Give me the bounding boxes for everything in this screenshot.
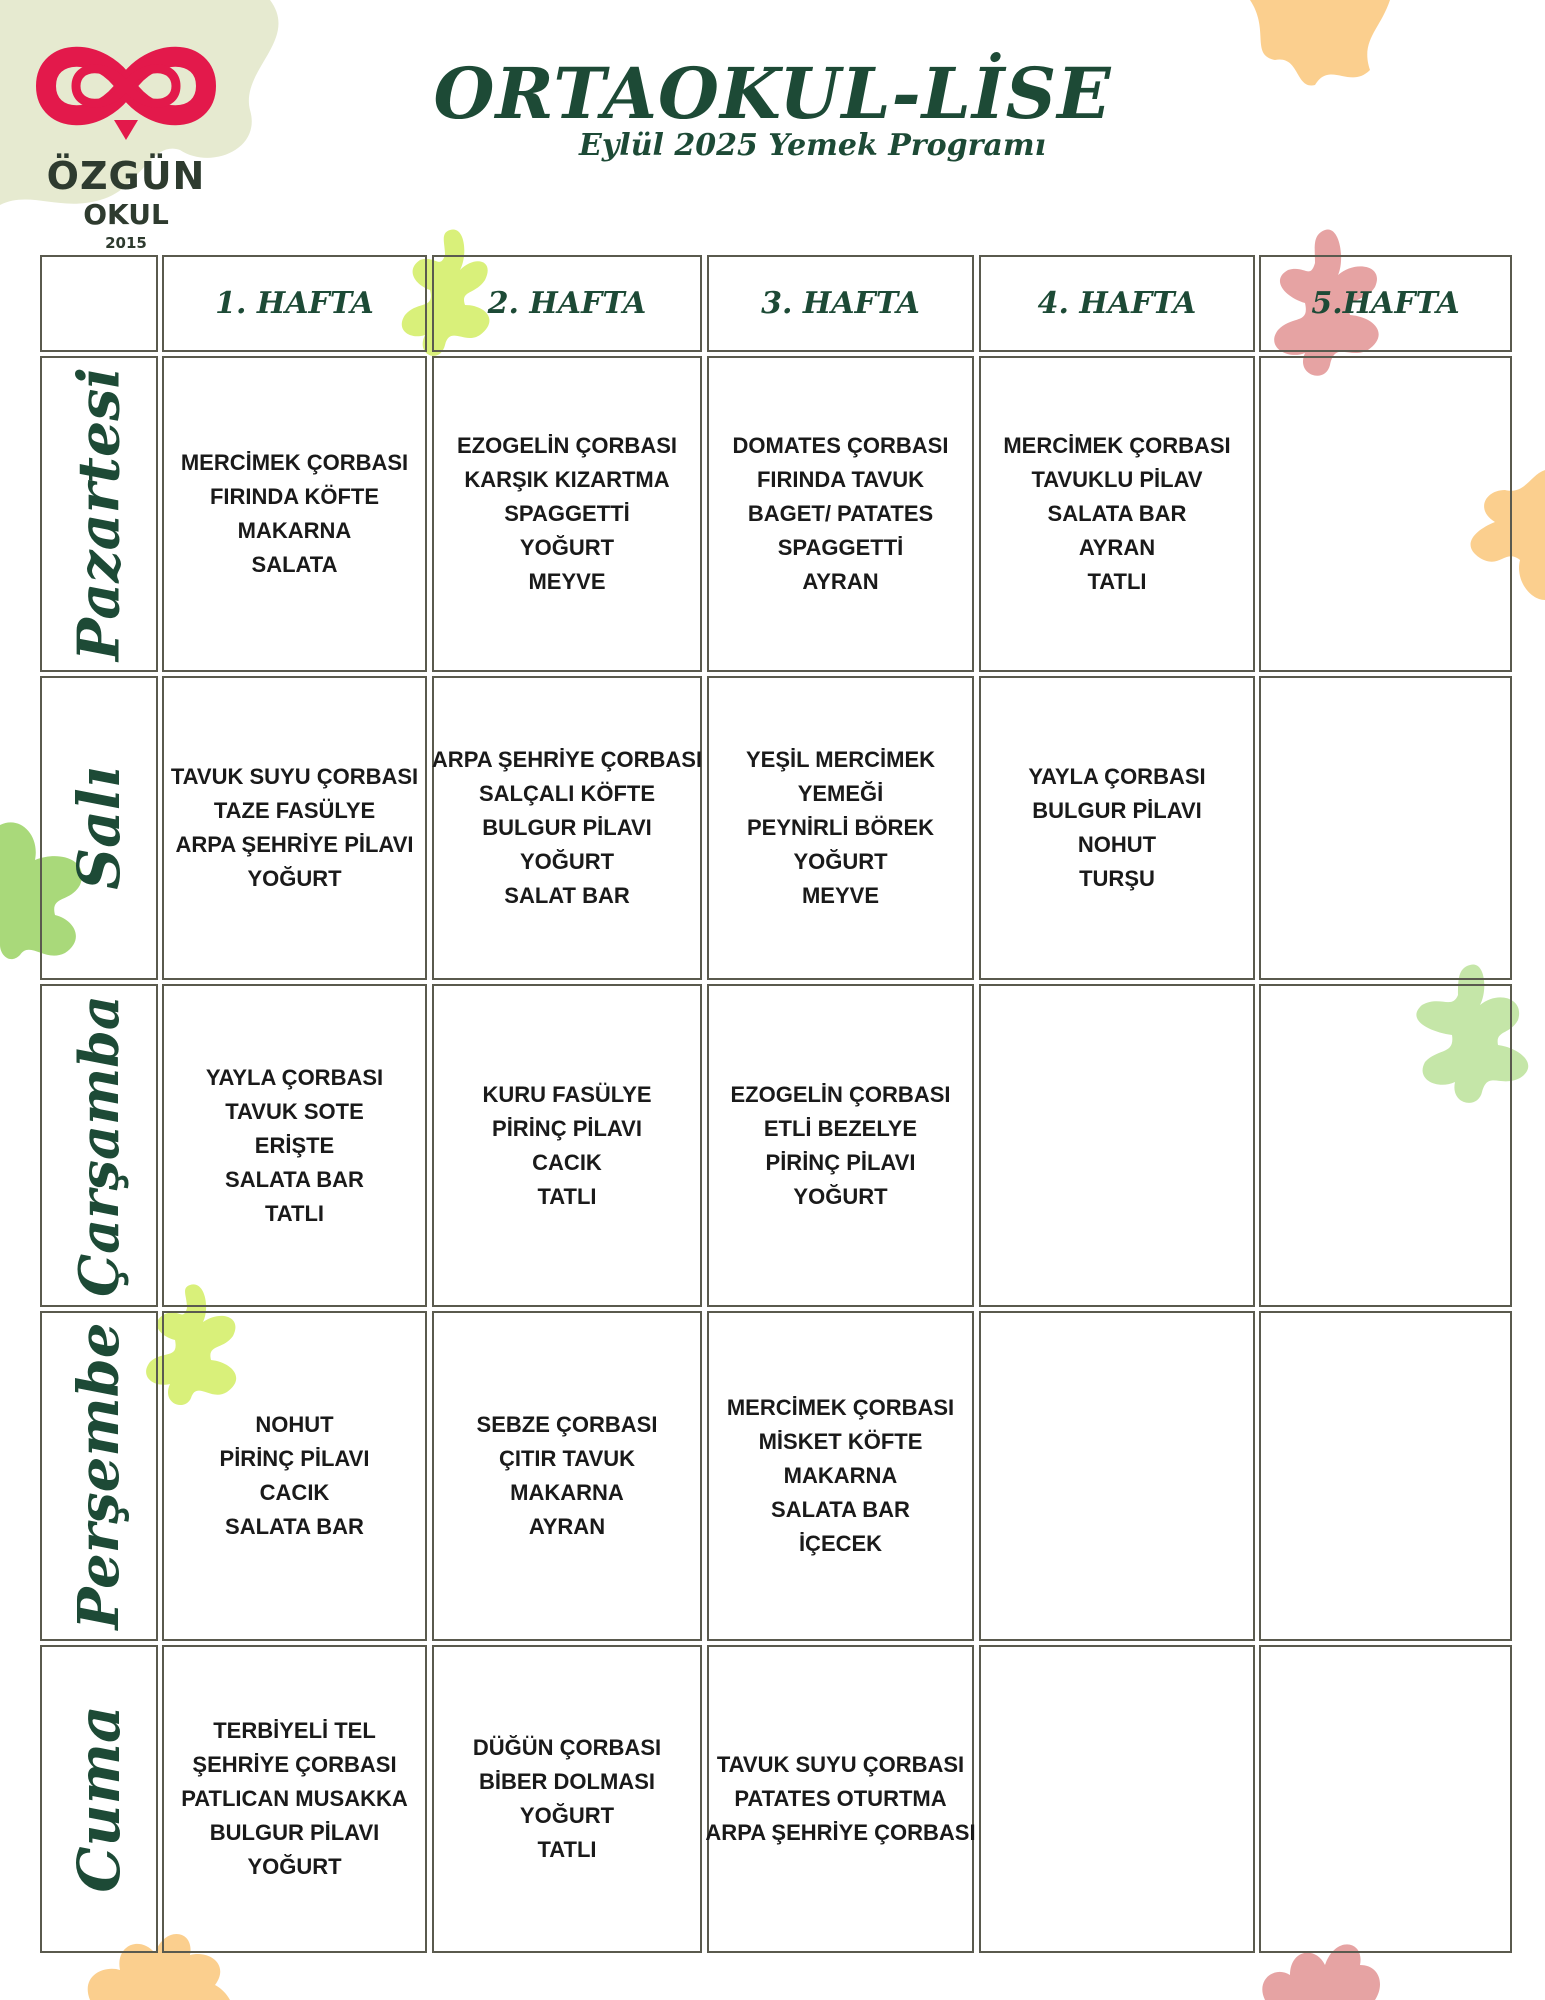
meal-item: PATATES OTURTMA — [734, 1786, 947, 1811]
meal-cell — [1259, 1645, 1512, 1953]
meal-item: MAKARNA — [783, 1463, 898, 1488]
day-cell-1 — [40, 356, 158, 672]
meal-item: EZOGELİN ÇORBASI — [730, 1081, 951, 1107]
meal-item: ETLİ BEZELYE — [763, 1115, 918, 1141]
week-header-5: 5.HAFTA — [1259, 255, 1512, 352]
meal-item: BULGUR PİLAVI — [209, 1820, 380, 1845]
meal-cell — [162, 1311, 427, 1641]
meal-item: PATLICAN MUSAKKA — [181, 1786, 408, 1811]
meal-item: MİSKET KÖFTE — [758, 1429, 923, 1454]
table-corner-cell — [40, 255, 158, 352]
meal-cell — [432, 356, 702, 672]
meal-item: BİBER DOLMASI — [478, 1769, 655, 1794]
meal-item: TAVUK SUYU ÇORBASI — [716, 1752, 965, 1777]
meal-item: YOĞURT — [793, 849, 888, 874]
meal-item: TERBİYELİ TEL ŞEHRİYE ÇORBASI — [192, 1718, 397, 1777]
meal-item: AYRAN — [528, 1514, 606, 1539]
meal-list — [1003, 429, 1230, 599]
meal-item: SPAGGETTİ — [777, 535, 904, 560]
logo-name: ÖZGÜN — [46, 154, 206, 198]
meal-item: TATLI — [537, 1183, 597, 1209]
meal-item: PİRİNÇ PİLAVI — [492, 1115, 642, 1141]
meal-item: PEYNİRLİ BÖREK — [746, 815, 935, 840]
meal-cell — [162, 356, 427, 672]
meal-item: ARPA ŞEHRİYE ÇORBASI — [705, 1820, 976, 1845]
meal-item: MAKARNA — [237, 518, 352, 543]
meal-item: EZOGELİN ÇORBASI — [456, 433, 677, 458]
meal-item: YOĞURT — [519, 849, 615, 874]
week-header-1: 1. HAFTA — [162, 255, 427, 352]
meal-item: FIRINDA KÖFTE — [209, 484, 380, 509]
meal-list — [727, 1391, 954, 1561]
meal-item: BULGUR PİLAVI — [1032, 798, 1202, 823]
day-cell-2 — [40, 676, 158, 980]
meal-item: ERİŞTE — [254, 1132, 335, 1158]
meal-item: ARPA ŞEHRİYE PİLAVI — [175, 832, 414, 857]
day-label: Pazartesi — [65, 367, 133, 661]
meal-item: SALATA BAR — [225, 1514, 364, 1539]
meal-list — [705, 1748, 975, 1850]
meal-cell — [707, 356, 974, 672]
meal-cell — [162, 984, 427, 1307]
meal-item: TAZE FASÜLYE — [213, 798, 376, 823]
meal-item: MEYVE — [528, 569, 606, 594]
meal-cell — [432, 676, 702, 980]
week-header-3: 3. HAFTA — [707, 255, 974, 352]
page-subtitle: Eylül 2025 Yemek Programı — [579, 128, 1046, 163]
meal-list — [733, 429, 949, 599]
meal-item: AYRAN — [1078, 535, 1156, 560]
meal-cell — [979, 1645, 1255, 1953]
meal-item: İÇECEK — [798, 1531, 883, 1556]
week-header-2: 2. HAFTA — [432, 255, 702, 352]
meal-item: SALATA — [251, 552, 338, 577]
day-cell-5 — [40, 1645, 158, 1953]
meal-item: YOĞURT — [247, 866, 342, 891]
meal-list — [432, 743, 702, 913]
meal-cell — [432, 984, 702, 1307]
meal-item: TAVUKLU PİLAV — [1031, 467, 1203, 492]
meal-item: ÇITIR TAVUK — [498, 1446, 636, 1471]
meal-list — [181, 446, 408, 582]
meal-list — [482, 1078, 651, 1214]
meal-cell — [707, 1311, 974, 1641]
meal-cell — [162, 1645, 427, 1953]
meal-cell — [432, 1645, 702, 1953]
meal-item: SALATA BAR — [1047, 501, 1187, 526]
meal-list — [477, 1408, 658, 1544]
meal-list — [457, 429, 677, 599]
meal-cell — [1259, 676, 1512, 980]
day-cell-4 — [40, 1311, 158, 1641]
meal-item: BULGUR PİLAVI — [482, 815, 652, 840]
meal-item: TURŞU — [1079, 866, 1155, 891]
meal-item: TATLI — [1087, 569, 1147, 594]
meal-item: TAVUK SUYU ÇORBASI — [170, 764, 419, 789]
meal-list — [730, 1078, 950, 1214]
meal-list — [206, 1061, 383, 1231]
meal-item: YEŞİL MERCİMEK YEMEĞİ — [745, 747, 936, 806]
day-label: Perşembe — [66, 1322, 132, 1630]
meal-item: AYRAN — [802, 569, 879, 594]
meal-cell — [979, 356, 1255, 672]
meal-item: FIRINDA TAVUK — [756, 467, 925, 492]
meal-item: KARŞIK KIZARTMA — [464, 467, 670, 492]
meal-item: YOĞURT — [519, 535, 615, 560]
meal-item: SALAT BAR — [504, 883, 630, 908]
meal-item: YOĞURT — [519, 1803, 615, 1828]
meal-cell — [1259, 984, 1512, 1307]
day-cell-3 — [40, 984, 158, 1307]
meal-item: BAGET/ PATATES — [747, 501, 934, 526]
logo-subtitle: OKUL — [83, 198, 169, 231]
meal-item: MERCİMEK ÇORBASI — [1003, 433, 1231, 458]
page-title: ORTAOKUL-LİSE — [433, 52, 1112, 135]
meal-item: KURU FASÜLYE — [482, 1081, 652, 1107]
logo-year: 2015 — [105, 234, 147, 252]
meal-item: YAYLA ÇORBASI — [205, 1064, 384, 1090]
meal-item: SALATA BAR — [771, 1497, 910, 1522]
meal-cell — [979, 676, 1255, 980]
meal-cell — [432, 1311, 702, 1641]
meal-list — [1028, 760, 1205, 896]
meal-item: DÜĞÜN ÇORBASI — [472, 1735, 662, 1760]
meal-item: SALÇALI KÖFTE — [479, 781, 655, 806]
meal-item: YOĞURT — [247, 1854, 342, 1879]
meal-item: CACIK — [532, 1149, 602, 1175]
meal-item: TATLI — [537, 1837, 597, 1862]
meal-item: MERCİMEK ÇORBASI — [180, 450, 409, 475]
meal-cell — [707, 984, 974, 1307]
meal-item: PİRİNÇ PİLAVI — [765, 1149, 916, 1175]
meal-item: ARPA ŞEHRİYE ÇORBASI — [431, 747, 703, 772]
meal-list — [220, 1408, 370, 1544]
meal-item: NOHUT — [1077, 832, 1157, 857]
meal-item: NOHUT — [255, 1412, 334, 1437]
meal-cell — [162, 676, 427, 980]
day-label: Çarşamba — [67, 994, 131, 1297]
meal-list — [172, 1714, 417, 1884]
meal-list — [171, 760, 418, 896]
meal-item: MEYVE — [801, 883, 880, 908]
meal-item: TAVUK SOTE — [225, 1098, 364, 1124]
meal-item: YAYLA ÇORBASI — [1028, 764, 1206, 789]
meal-item: CACIK — [259, 1480, 330, 1505]
meal-item: MAKARNA — [510, 1480, 624, 1505]
meal-item: SEBZE ÇORBASI — [476, 1412, 658, 1437]
meal-list — [473, 1731, 661, 1867]
week-header-4: 4. HAFTA — [979, 255, 1255, 352]
meal-cell — [707, 676, 974, 980]
meal-cell — [979, 984, 1255, 1307]
meal-item: PİRİNÇ PİLAVI — [219, 1446, 370, 1471]
meal-item: MERCİMEK ÇORBASI — [726, 1395, 955, 1420]
meal-item: SALATA BAR — [225, 1166, 364, 1192]
meal-item: DOMATES ÇORBASI — [732, 433, 949, 458]
meal-cell — [707, 1645, 974, 1953]
meal-cell — [979, 1311, 1255, 1641]
day-label: Salı — [65, 766, 133, 890]
meal-list — [717, 743, 964, 913]
meal-item: SPAGGETTİ — [504, 501, 630, 526]
meal-cell — [1259, 356, 1512, 672]
meal-item: TATLI — [264, 1200, 325, 1226]
meal-cell — [1259, 1311, 1512, 1641]
day-label: Cuma — [65, 1705, 133, 1893]
meal-item: YOĞURT — [793, 1183, 888, 1209]
